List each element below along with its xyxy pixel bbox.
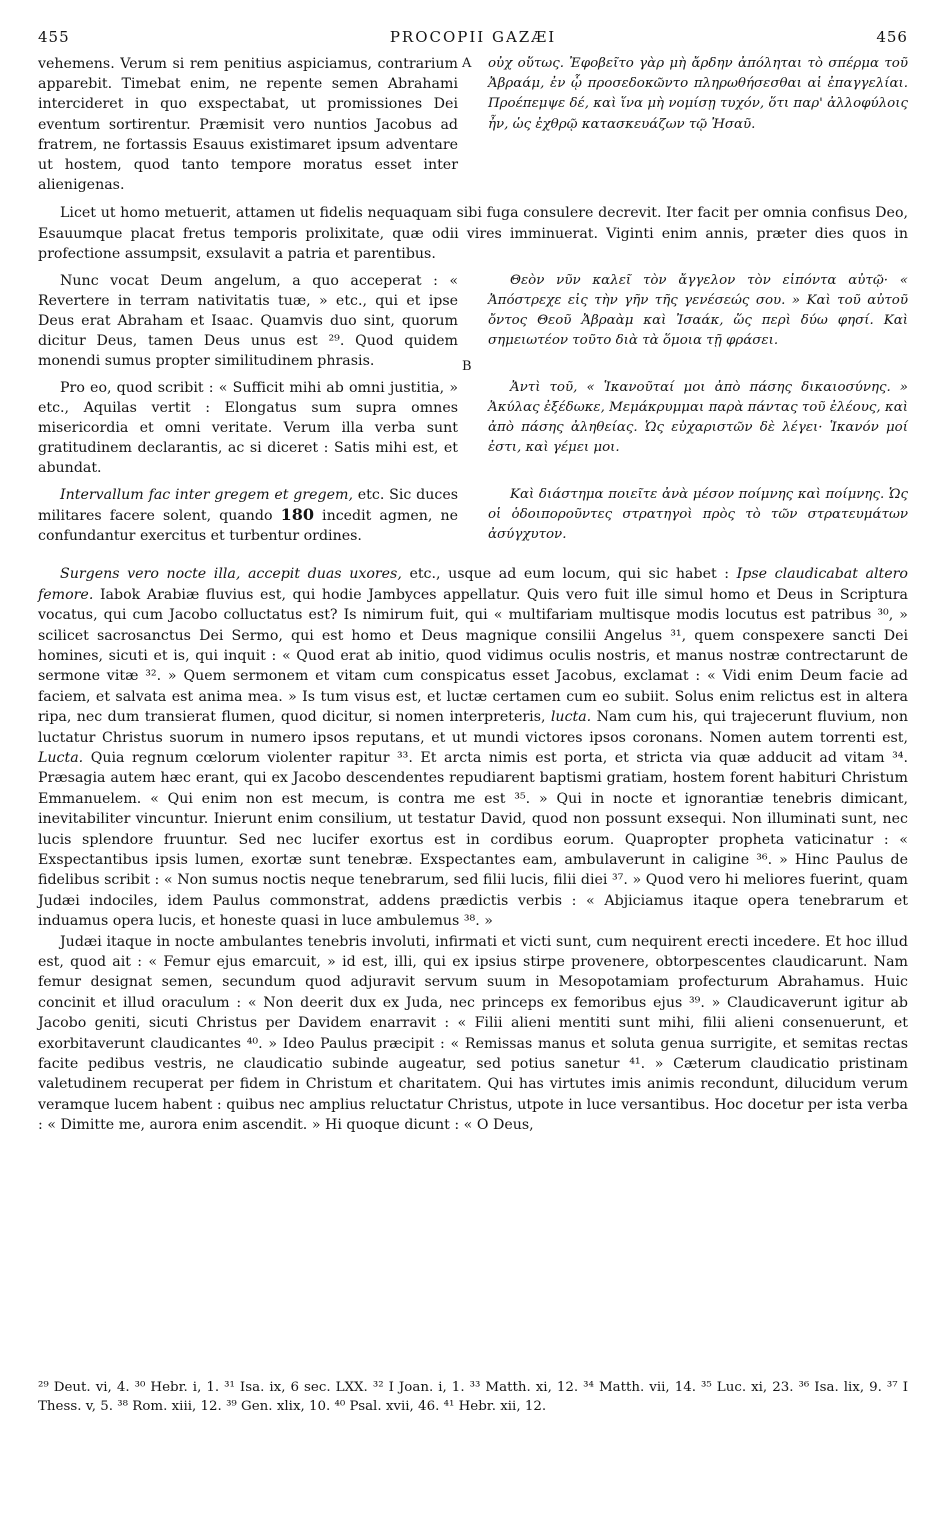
section-3 [38,378,908,479]
latin-column [38,378,458,479]
greek-text: οὐχ οὕτως. Ἐφοβεῖτο γὰρ μὴ ἄρδην ἀπόληται τὸ σπέρμα τοῦ Ἀβραάμ, ἐν ᾧ προσεδοκῶντο πληρωθήσεσθαι αἱ ἐπαγγελίαι. Προέπεμψε δέ, καὶ ἵνα μὴ νομίσῃ τυχόν, ὅτι παρ' ἀλλοφύλοις ἦν, ὡς ἐχθρῷ κατασκευάζων τῷ Ἠσαῦ. [488,56,908,132]
text: Nam cum his, qui trajecerunt fluvium, non luctatur Christus suorum in numero ipsos reputans, et ut mundi victores ipsos coronans. Nomen autem torrenti est, [38,709,908,746]
lemma-quote: Ipse claudicabat altero femore. [38,566,908,603]
greek-column [488,378,908,479]
footnotes: ²⁹ Deut. vi, 4. ³⁰ Hebr. i, 1. ³¹ Isa. ix, 6 sec. LXX. ³² I Joan. i, 1. ³³ Matth. xi, 12. ³⁴ Matth. vii, 14. ³⁵ Luc. xi, 23. ³⁶ Isa. lix, 9. ³⁷ I Thess. v, 5. ³⁸ Rom. xiii, 12. ³⁹ Gen. xlix, 10. ⁴⁰ Psal. xvii, 46. ⁴¹ Hebr. xii, 12. [38,1380,908,1414]
latin-text: incedit agmen, ne confundantur exercitus et turbentur ordines. [38,507,459,545]
page-body [38,28,908,1136]
paragraph-surgens [38,564,908,931]
greek-column [488,271,908,372]
left-page-number: 455 [38,28,70,46]
latin-column [38,485,458,547]
paragraph-licet: Licet ut homo metuerit, attamen ut fidelis nequaquam sibi fuga consulere decrevit. Iter facit per omnia confisus Deo, Esauumque placat fretus temporis prolixitate, quæ odii vires imminuerat. Viginti enim annis, præter dies quos in profectione assumpsit, exsulavit a patria et parentibus. [38,205,908,263]
latin-column [38,54,458,195]
section-2 [38,271,908,372]
latin-text: Pro eo, quod scribit : « Sufficit mihi ab omni justitia, » etc., Aquilas vertit : Elongatus sum supra omnes misericordia et omni veritate. Verum illa verba sunt gratitudinem declarantis, ac si diceret : Satis mihi est, et abundat. [38,379,458,477]
lemma: Surgens vero nocte illa, accepit duas uxores, [60,566,402,583]
margin-marker-a: A [462,56,472,71]
running-header [38,28,908,54]
section-1 [38,54,908,195]
text: Iabok Arabiæ fluvius est, qui hodie Jambyces appellatur. Quis vero fuit ille simul homo et Deus in Scriptura vocatus, qui cum Jacobo colluctatus est? Is nimirum fuit, qui « multifariam multisque modis locutus est patribus ³⁰, » scilicet sacrosanctus Dei Sermo, qui est homo et Deus magnique consilii Angelus ³¹, quem conspexere sancti Dei homines, sicuti et is, qui inquit : « Quod erat ab initio, quod vidimus oculis nostris, et manus nostræ contrectarunt de sermone vitæ ³². » Quem sermonem et vitam cum conspicatus esset Jacobus, exclamat : « Vidi enim Deum facie ad faciem, et salvata est anima mea. » Is tum visus est, et luctæ certamen cum eo subiit. Solus enim relictus est in altera ripa, nec dum transierat flumen, quod dicitur, si nomen interpreteris, [38,586,908,726]
latin-text: Nunc vocat Deum angelum, a quo acceperat : « Revertere in terram nativitatis tuæ, » etc., qui et ipse Deus erat Abraham et Isaac. Quamvis duo sint, quorum dicitur Deus, tamen Deus unus est ²⁹. Quod quidem monendi sumus propter similitudinem phrasis. [38,272,458,370]
section-4 [38,485,908,547]
greek-column [488,485,908,547]
paragraph-judaei: Judæi itaque in nocte ambulantes tenebris involuti, infirmati et victi sunt, cum nequirent erecti incedere. Et hoc illud est, quod ait : « Femur ejus emarcuit, » id est, illi, qui ex ipsius stirpe provenere, obtorpescentes claudicarunt. Nam femur designat semen, secundum quod adjuravit servum suum in Mesopotamiam profecturum Abrahamus. Huic concinit et illud oraculum : « Non deerit dux ex Juda, nec princeps ex femoribus ejus ³⁹. » Claudicaverunt igitur ab Jacobo geniti, sicuti Christus per Davidem enarravit : « Filii alieni mentiti sunt mihi, filii alieni consenuerunt, et exorbitaverunt claudicantes ⁴⁰. » Ideo Paulus præcipit : « Remissas manus et soluta genua surrigite, et semitas rectas facite pedibus vestris, ne claudicatio subinde augeatur, sed potius sanetur ⁴¹. » Cæterum claudicatio pristinam valetudinem recuperat per fidem in Christum et charitatem. Qui has virtutes imis animis recondunt, dilucidum verum veramque lucem habent : quibus nec amplius reluctatur Christus, utpote in luce versantibus. Hoc docetur per ista verba : « Dimitte me, aurora enim ascendit. » Hi quoque dicunt : « O Deus, [38,933,908,1134]
inline-page-number: 180 [280,504,314,524]
latin-lemma: Intervallum fac inter gregem et gregem, [60,486,353,503]
text: etc., usque ad eum locum, qui sic habet : [401,566,737,583]
greek-text: Ὡς οἱ ὁδοιποροῦντες στρατηγοὶ πρὸς τὸ τῶν στρατευμάτων ἀσύγχυτον. [488,486,908,543]
greek-column [488,54,908,195]
spacer [38,546,908,564]
running-title: PROCOPII GAZÆI [389,28,557,46]
greek-text: Θεὸν νῦν καλεῖ τὸν ἄγγελον τὸν εἰπόντα αὐτῷ· « Ἀπόστρεχε εἰς τὴν γῆν τῆς γενέσεώς σου. » Καὶ τοῦ αὐτοῦ ὄντος Θεοῦ Ἀβραὰμ καὶ Ἰσαάκ, ὥς περὶ δύω φησί. Καὶ σημειωτέον τοῦτο διὰ τὰ ὅμοια τῇ φράσει. [488,272,908,349]
margin-marker-b: B [462,358,472,374]
latin-text: etc. Sic duces militares facere solent, quando [38,486,458,524]
greek-lemma: Καὶ διάστημα ποιεῖτε ἀνὰ μέσον ποίμνης καὶ ποίμνης. [510,486,885,502]
text: Quia regnum cœlorum violenter rapitur ³³. Et arcta nimis est porta, et stricta via quæ adducit ad vitam ³⁴. Præsagia autem hæc erant, qui ex Jacobo descendentes repudiarent baptismi gratiam, hostem forent habituri Christum Emmanuelem. « Qui enim non est mecum, is contra me est ³⁵. » Qui in nocte et ignorantiæ tenebris dimicant, inevitabiliter vincuntur. Inierunt enim consilium, ut testatur David, quod non possunt exsequi. Non illuminati sunt, nec lucis splendore fruuntur. Sed nec lucifer exortus est in cordibus eorum. Quapropter propheta vaticinatur : « Exspectantibus ipsis lumen, exortæ sunt tenebræ. Exspectantes eam, ambulaverunt in caligine ³⁶. » Hinc Paulus de fidelibus scribit : « Non sumus noctis neque tenebrarum, sed filii lucis, filii diei ³⁷. » Quod vero hi meliores fuerint, quam Judæi indociles, idem Paulus commonstrat, addens prædictis verbis : « Abjiciamus itaque opera tenebrarum et induamus opera lucis, et honeste quasi in luce ambulemus ³⁸. » [38,749,908,930]
latin-column [38,271,458,372]
latin-text: vehemens. Verum si rem penitius aspiciamus, contrarium apparebit. Timebat enim, ne repente semen Abrahami intercideret in quo exspectabat, ut promissiones Dei eventum sortirentur. Præmisit vero nuntios Jacobus ad fratrem, ne fortassis Esauus existimaret ipsum adventare ut hostem, quod tanto tempore moratus esset inter alienigenas. [38,56,458,194]
greek-text: Ἀντὶ τοῦ, « Ἱκανοῦταί μοι ἀπὸ πάσης δικαιοσύνης. » Ἀκύλας ἐξέδωκε, Μεμάκρυμμαι παρὰ πάντας τοῦ ἐλέους, καὶ ἀπὸ πάσης ἀληθείας. Ὡς εὐχαριστῶν δὲ λέγει· Ἱκανόν μοί ἐστι, καὶ γέμει μοι. [488,379,908,456]
italic-word: Lucta. [38,749,84,766]
right-page-number: 456 [876,28,908,46]
italic-word: lucta. [550,709,592,726]
